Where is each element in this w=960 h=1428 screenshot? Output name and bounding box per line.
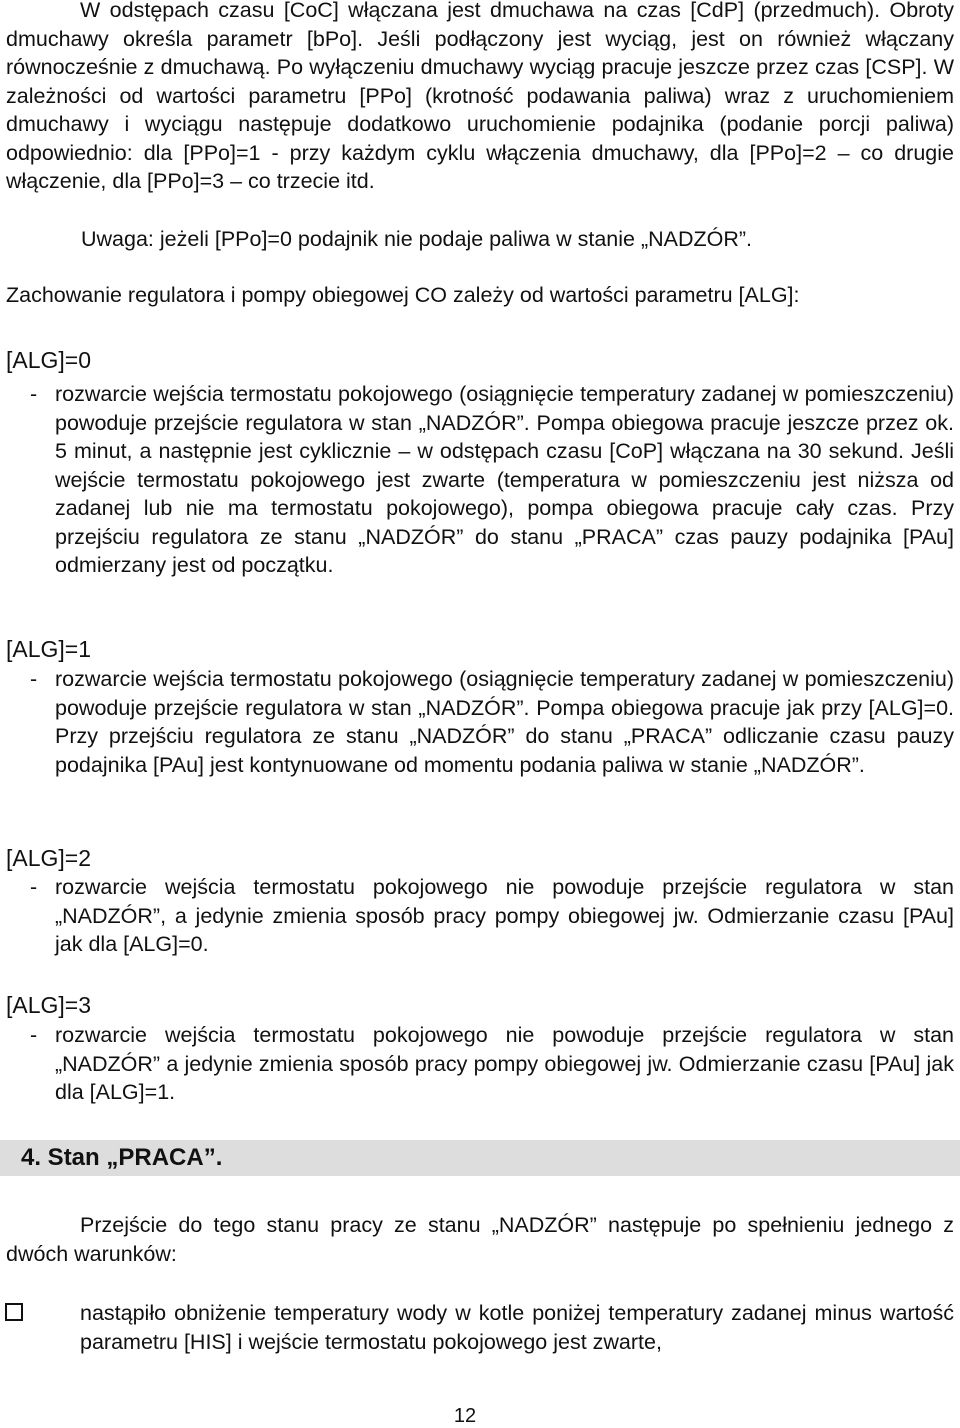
alg-case-heading: [ALG]=0 [6, 347, 92, 373]
checkbox-bullet-icon [5, 1303, 23, 1321]
page-number: 12 [453, 1405, 477, 1427]
alg-case-text: rozwarcie wejścia termostatu pokojowego nie powoduje przejście regulatora w stan „NADZÓR” a jedynie zmienia sposób pracy pompy obiegowej jw. Odmierzanie czasu [PAu] jak dla [ALG]=1. [55, 1023, 954, 1104]
alg-case-text: rozwarcie wejścia termostatu pokojowego (osiągnięcie temperatury zadanej w pomieszczeniu) powoduje przejście regulatora w stan „NADZÓR”. Pompa obiegowa pracuje jeszcze przez ok. 5 minut, a następnie jest cyklicznie – w odstępach czasu [CoP] włączana na 30 sekund. Jeśli wejście termostatu pokojowego jest zwarte (temperatura w pomieszczeniu jest niższa od zadanej lub nie ma termostatu pokojowego), pompa obiegowa pracuje cały czas. Przy przejściu regulatora ze stanu „NADZÓR” do stanu „PRACA” czas pauzy podajnika [PAu] odmierzany jest od początku. [55, 382, 954, 577]
paragraph-blower: W odstępach czasu [CoC] włączana jest dmuchawa na czas [CdP] (przedmuch). Obroty dmuchawy określa parametr [bPo]. Jeśli podłączony jest wyciąg, jest on również włączany równocześnie z dmuchawą. Po wyłączeniu dmuchawy wyciąg pracuje jeszcze przez czas [CSP]. W zależności od wartości parametru [PPo] (krotność podawania paliwa) wraz z uruchomieniem dmuchawy i wyciągu następuje dodatkowo uruchomienie podajnika (podanie porcji paliwa) odpowiednio: dla [PPo]=1 - przy każdym cyklu włączenia dmuchawy, dla [PPo]=2 – co drugie włączenie, dla [PPo]=3 – co trzecie itd. [6, 0, 954, 193]
dash-bullet: - [30, 667, 38, 691]
list-item: nastąpiło obniżenie temperatury wody w kotle poniżej temperatury zadanej minus wartość parametru [HIS] i wejście termostatu pokojowego jest zwarte, [80, 1301, 954, 1354]
dash-bullet: - [30, 382, 38, 406]
alg-case-heading: [ALG]=3 [6, 992, 92, 1018]
note-paragraph: Uwaga: jeżeli [PPo]=0 podajnik nie podaje paliwa w stanie „NADZÓR”. [81, 227, 753, 251]
dash-bullet: - [30, 875, 38, 899]
praca-intro-paragraph: Przejście do tego stanu pracy ze stanu „NADZÓR” następuje po spełnieniu jednego z dwóch warunków: [6, 1213, 954, 1266]
dash-bullet: - [30, 1023, 38, 1047]
alg-intro-paragraph: Zachowanie regulatora i pompy obiegowej CO zależy od wartości parametru [ALG]: [6, 283, 800, 307]
alg-case-text: rozwarcie wejścia termostatu pokojowego nie powoduje przejście regulatora w stan „NADZÓR”, a jedynie zmienia sposób pracy pompy obiegowej jw. Odmierzanie czasu [PAu] jak dla [ALG]=0. [55, 875, 954, 956]
section-header [0, 1140, 960, 1176]
section-title: 4. Stan „PRACA”. [21, 1144, 223, 1171]
alg-case-heading: [ALG]=2 [6, 845, 92, 871]
alg-case-text: rozwarcie wejścia termostatu pokojowego (osiągnięcie temperatury zadanej w pomieszczeniu) powoduje przejście regulatora w stan „NADZÓR”. Pompa obiegowa pracuje jak przy [ALG]=0. Przy przejściu regulatora ze stanu „NADZÓR” do stanu „PRACA” odliczanie czasu pauzy podajnika [PAu] jest kontynuowane od momentu podania paliwa w stanie „NADZÓR”. [55, 667, 954, 777]
alg-case-heading: [ALG]=1 [6, 636, 92, 662]
